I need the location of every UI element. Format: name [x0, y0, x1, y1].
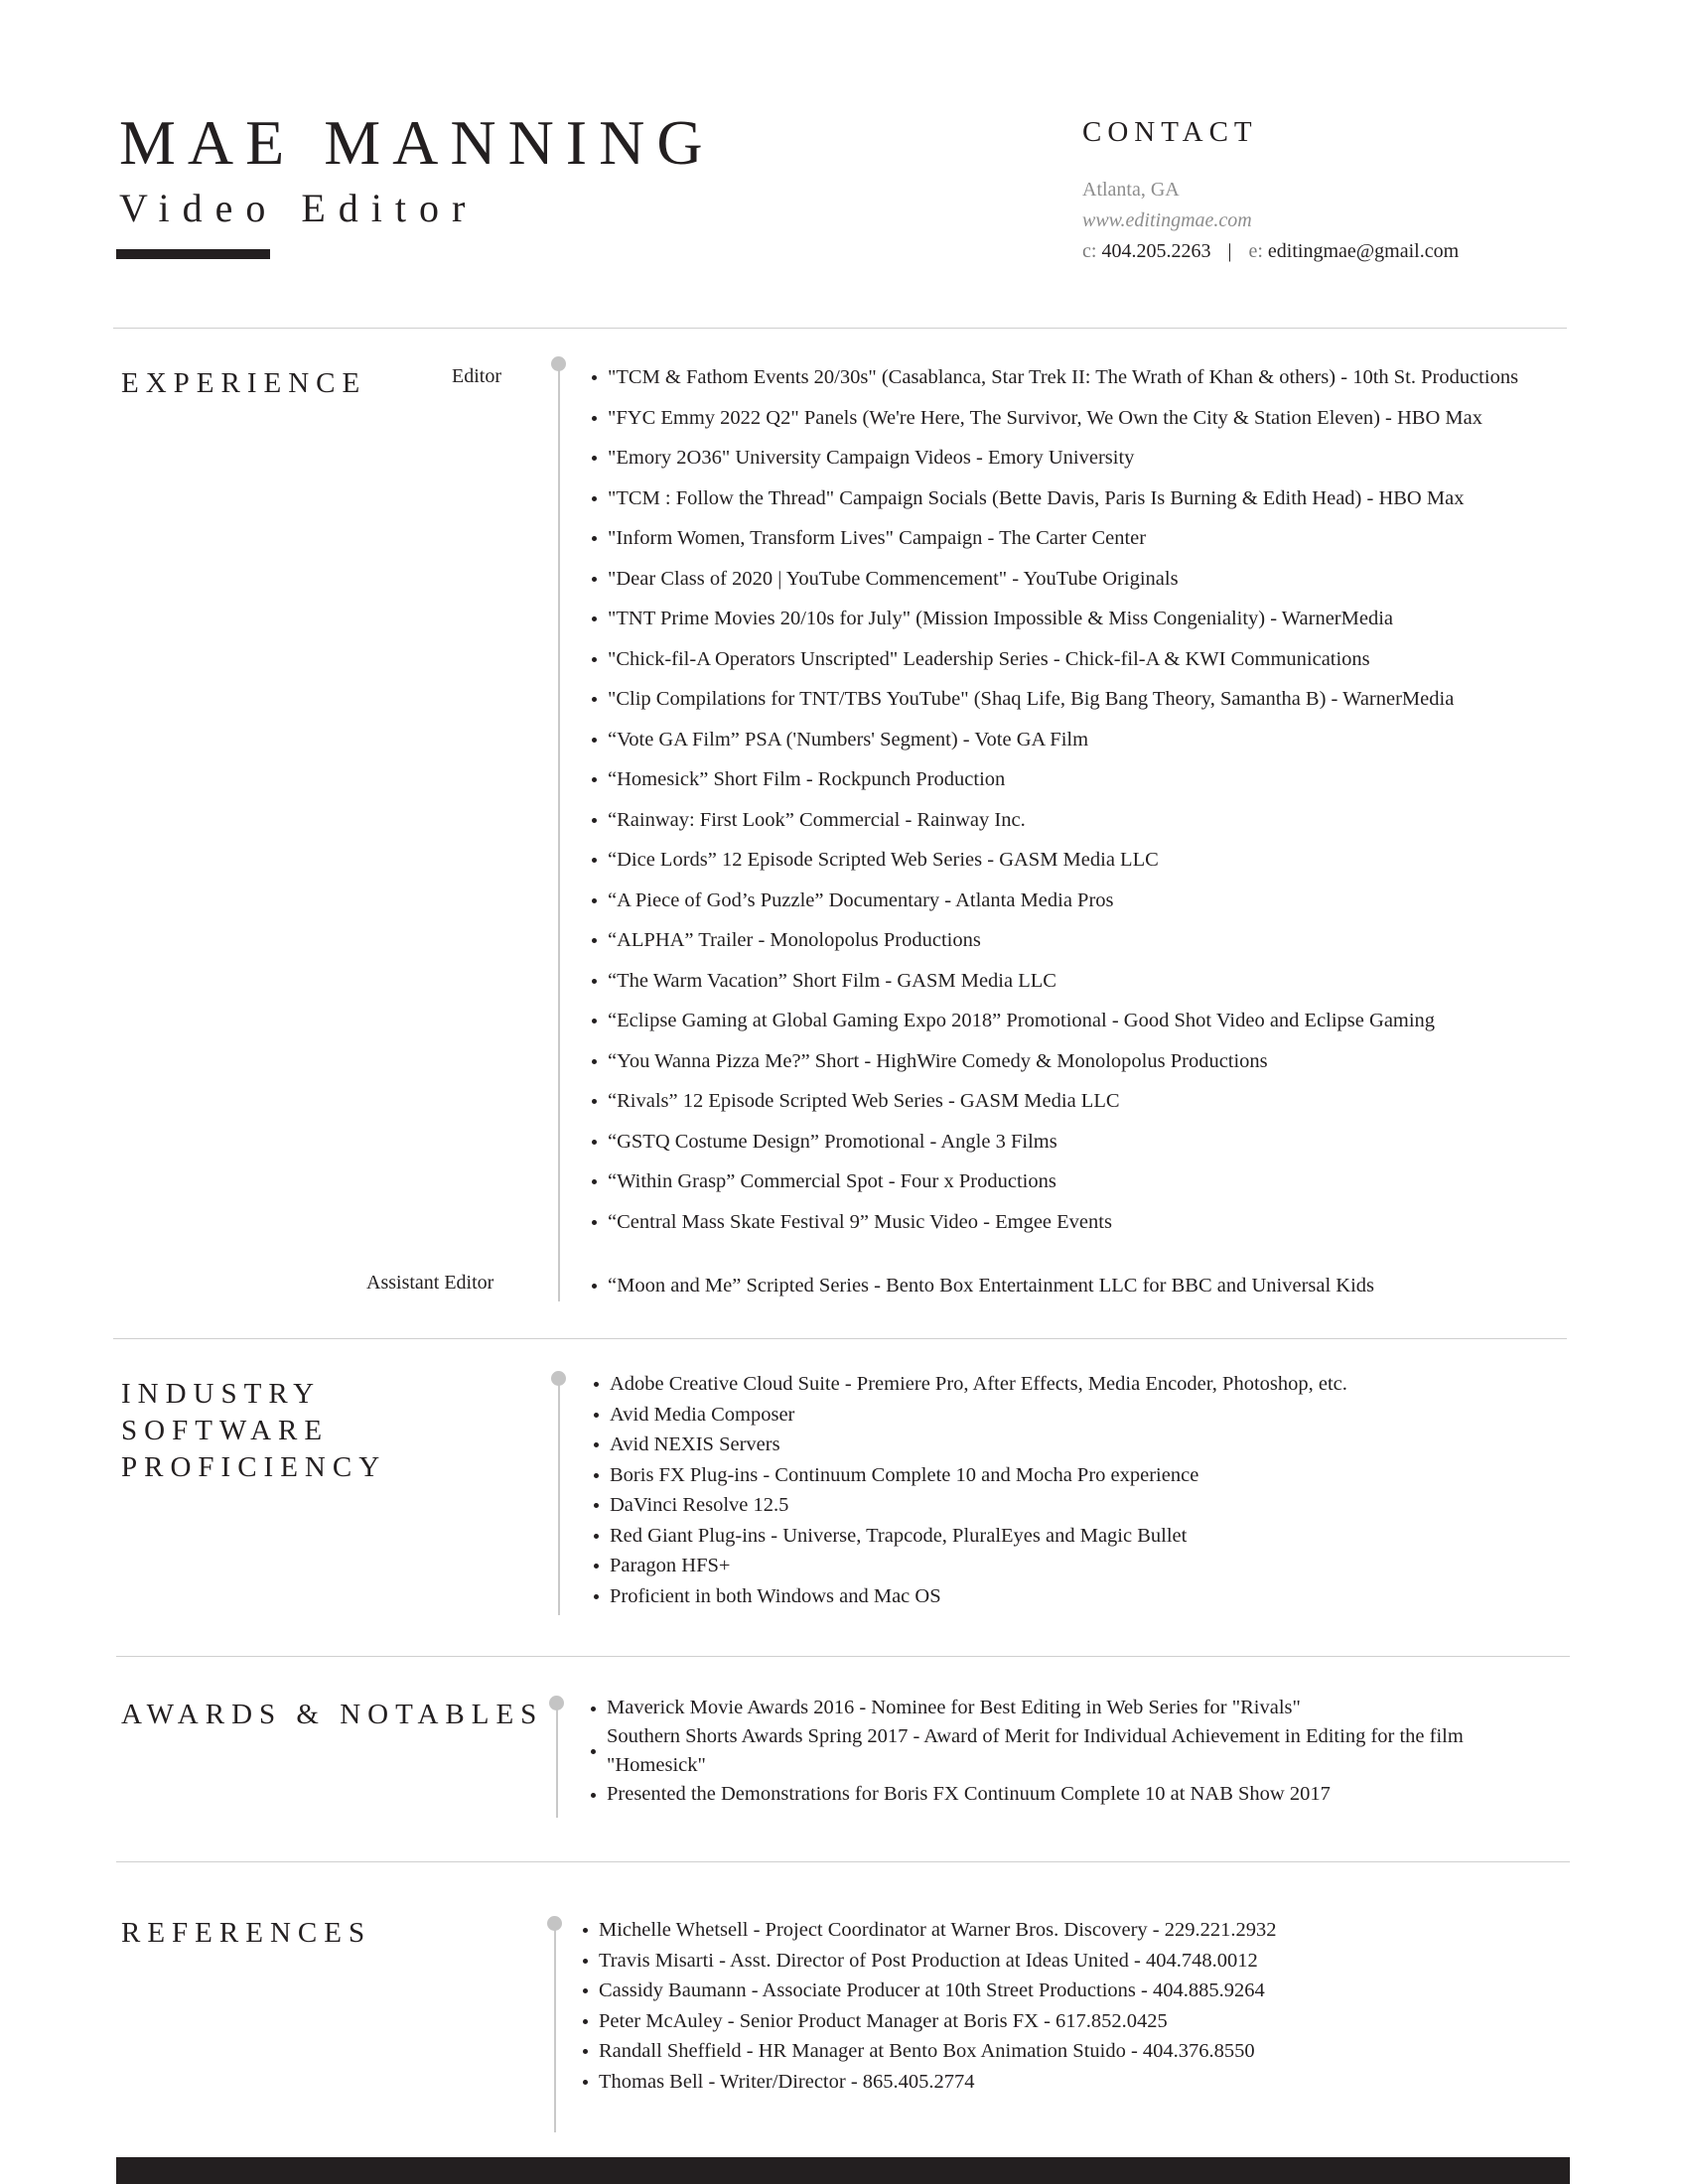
experience-timeline-line: [558, 364, 560, 1301]
list-item: Avid NEXIS Servers: [593, 1430, 1347, 1460]
list-item: “Dice Lords” 12 Episode Scripted Web Series - GASM Media LLC: [591, 840, 1518, 881]
list-item: Southern Shorts Awards Spring 2017 - Award of Merit for Individual Achievement in Editing for the film "Homesick": [590, 1722, 1523, 1780]
references-list: [582, 1915, 1276, 2097]
software-heading-line: PROFICIENCY: [121, 1451, 387, 1483]
list-item: Presented the Demonstrations for Boris FX Continuum Complete 10 at NAB Show 2017: [590, 1780, 1523, 1809]
name-underline-bar: [116, 249, 270, 259]
list-item: Boris FX Plug-ins - Continuum Complete 10 and Mocha Pro experience: [593, 1460, 1347, 1491]
list-item: “You Wanna Pizza Me?” Short - HighWire Comedy & Monolopolus Productions: [591, 1041, 1518, 1082]
email-label: e:: [1248, 240, 1263, 262]
contact-separator: |: [1227, 240, 1232, 262]
list-item: Red Giant Plug-ins - Universe, Trapcode, PluralEyes and Magic Bullet: [593, 1521, 1347, 1552]
list-item: “Rivals” 12 Episode Scripted Web Series - GASM Media LLC: [591, 1081, 1518, 1122]
software-timeline-line: [558, 1381, 560, 1615]
list-item: Proficient in both Windows and Mac OS: [593, 1581, 1347, 1612]
assistant-editor-experience-list: [591, 1266, 1374, 1305]
list-item: “ALPHA” Trailer - Monolopolus Productions: [591, 920, 1518, 961]
contact-phone[interactable]: 404.205.2263: [1101, 240, 1211, 262]
software-heading: [121, 1376, 386, 1486]
divider-awards: [116, 1861, 1570, 1862]
list-item: “Homesick” Short Film - Rockpunch Production: [591, 759, 1518, 800]
list-item: Randall Sheffield - HR Manager at Bento Box Animation Stuido - 404.376.8550: [582, 2036, 1276, 2067]
list-item: “Central Mass Skate Festival 9” Music Video - Emgee Events: [591, 1202, 1518, 1243]
list-item: Avid Media Composer: [593, 1400, 1347, 1431]
list-item: “A Piece of God’s Puzzle” Documentary - Atlanta Media Pros: [591, 881, 1518, 921]
list-item: "Chick-fil-A Operators Unscripted" Leadership Series - Chick-fil-A & KWI Communications: [591, 639, 1518, 680]
list-item: Maverick Movie Awards 2016 - Nominee for Best Editing in Web Series for "Rivals": [590, 1694, 1523, 1722]
references-heading: REFERENCES: [121, 1917, 372, 1949]
list-item: "Emory 2O36" University Campaign Videos - Emory University: [591, 438, 1518, 478]
footer-bar: [116, 2157, 1570, 2184]
list-item: Michelle Whetsell - Project Coordinator at Warner Bros. Discovery - 229.221.2932: [582, 1915, 1276, 1946]
list-item: “Moon and Me” Scripted Series - Bento Box Entertainment LLC for BBC and Universal Kids: [591, 1266, 1374, 1305]
awards-heading: AWARDS & NOTABLES: [121, 1699, 544, 1730]
experience-heading: EXPERIENCE: [121, 367, 367, 399]
role-assistant-editor-label: Assistant Editor: [366, 1272, 494, 1294]
phone-label: c:: [1082, 240, 1097, 262]
list-item: Cassidy Baumann - Associate Producer at 10th Street Productions - 404.885.9264: [582, 1976, 1276, 2006]
list-item: "TCM : Follow the Thread" Campaign Socials (Bette Davis, Paris Is Burning & Edith Head) - HBO Max: [591, 478, 1518, 519]
editor-experience-list: [591, 357, 1518, 1242]
contact-location: Atlanta, GA: [1082, 179, 1180, 201]
contact-phone-email-line: [1082, 239, 1459, 263]
list-item: “The Warm Vacation” Short Film - GASM Media LLC: [591, 961, 1518, 1002]
divider-header: [113, 328, 1567, 329]
divider-experience: [113, 1338, 1567, 1339]
references-timeline-dot: [547, 1916, 562, 1931]
software-list: [593, 1369, 1347, 1611]
list-item: “Eclipse Gaming at Global Gaming Expo 2018” Promotional - Good Shot Video and Eclipse Gaming: [591, 1001, 1518, 1041]
contact-website-link[interactable]: www.editingmae.com: [1082, 209, 1252, 231]
list-item: “Vote GA Film” PSA ('Numbers' Segment) - Vote GA Film: [591, 720, 1518, 760]
contact-email-link[interactable]: editingmae@gmail.com: [1267, 240, 1460, 262]
software-timeline-dot: [551, 1371, 566, 1386]
list-item: Paragon HFS+: [593, 1551, 1347, 1581]
list-item: "TCM & Fathom Events 20/30s" (Casablanca, Star Trek II: The Wrath of Khan & others) - 10th St. Productions: [591, 357, 1518, 398]
software-heading-line: INDUSTRY: [121, 1378, 322, 1410]
experience-timeline-dot: [551, 356, 566, 371]
list-item: "FYC Emmy 2022 Q2" Panels (We're Here, The Survivor, We Own the City & Station Eleven) - HBO Max: [591, 398, 1518, 439]
list-item: "Clip Compilations for TNT/TBS YouTube" (Shaq Life, Big Bang Theory, Samantha B) - WarnerMedia: [591, 679, 1518, 720]
role-editor-label: Editor: [452, 365, 501, 387]
list-item: Thomas Bell - Writer/Director - 865.405.2774: [582, 2067, 1276, 2098]
list-item: "Dear Class of 2020 | YouTube Commencement" - YouTube Originals: [591, 559, 1518, 600]
awards-timeline-line: [556, 1707, 558, 1818]
list-item: DaVinci Resolve 12.5: [593, 1490, 1347, 1521]
contact-heading: CONTACT: [1082, 116, 1258, 148]
awards-list: [590, 1694, 1523, 1809]
list-item: “GSTQ Costume Design” Promotional - Angle 3 Films: [591, 1122, 1518, 1162]
divider-software: [116, 1656, 1570, 1657]
job-title: Video Editor: [119, 186, 479, 230]
list-item: Peter McAuley - Senior Product Manager at Boris FX - 617.852.0425: [582, 2006, 1276, 2037]
list-item: Adobe Creative Cloud Suite - Premiere Pro, After Effects, Media Encoder, Photoshop, etc.: [593, 1369, 1347, 1400]
list-item: "Inform Women, Transform Lives" Campaign - The Carter Center: [591, 518, 1518, 559]
software-heading-line: SOFTWARE: [121, 1415, 330, 1446]
list-item: “Rainway: First Look” Commercial - Rainway Inc.: [591, 800, 1518, 841]
references-timeline-line: [554, 1929, 556, 2132]
list-item: Travis Misarti - Asst. Director of Post Production at Ideas United - 404.748.0012: [582, 1946, 1276, 1977]
list-item: “Within Grasp” Commercial Spot - Four x Productions: [591, 1161, 1518, 1202]
candidate-name: MAE MANNING: [119, 107, 715, 178]
awards-timeline-dot: [549, 1696, 564, 1710]
list-item: "TNT Prime Movies 20/10s for July" (Mission Impossible & Miss Congeniality) - WarnerMedia: [591, 599, 1518, 639]
